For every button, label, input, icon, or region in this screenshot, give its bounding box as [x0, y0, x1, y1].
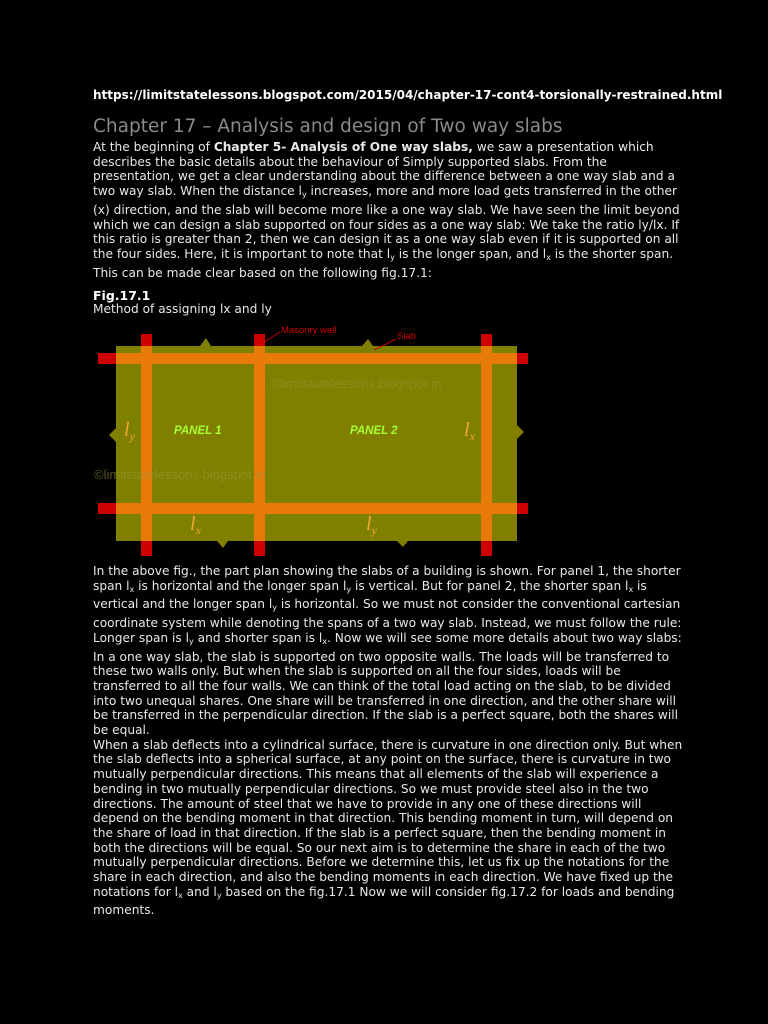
body-text: In the above fig., the part plan showing the slabs of a building is shown. For panel 1, the shorter span l	[93, 564, 681, 593]
wall-bottom	[116, 503, 517, 514]
break-mark	[200, 338, 211, 346]
subscript: y	[346, 584, 352, 594]
intro-text-2: we saw a presentation which describes the basic details about the behaviour of Simply supported slabs. From the presentation, we get a clear understanding about the difference between a one way slab and a two way slab. When the distance l	[93, 140, 675, 199]
body-text: . Now we will see some more details about two way slabs:	[327, 630, 682, 645]
subscript: x	[178, 890, 183, 900]
watermark: ©limitstatelessons.blogspot.in	[270, 376, 442, 391]
one-way-two-way-paragraph: In a one way slab, the slab is supported on two opposite walls. The loads will be transferred to these two walls only. But when the slab is supported on all the four sides, loads will be transferred to all the four walls. We can think of the total load acting on the slab, to be divided into two unequal shares. One share will be transferred in one direction, and the other share will be transferred in the perpendicular direction. If the slab is a perfect square, both the shares will be equal.	[93, 649, 679, 738]
body-text: and l	[182, 884, 217, 899]
intro-text-5: is the shorter span. This can be made clear based on the following fig.17.1:	[93, 246, 674, 280]
subscript: y	[189, 636, 194, 646]
slab-label: Slab	[397, 331, 417, 342]
figure-label: Fig.17.1	[93, 288, 151, 303]
wall-middle	[254, 346, 265, 541]
page-title: Chapter 17 – Analysis and design of Two way slabs	[93, 116, 563, 137]
break-mark	[217, 541, 228, 548]
subscript: y	[216, 890, 222, 900]
break-mark	[109, 428, 116, 442]
wall-left	[141, 346, 152, 541]
panel-2-label: PANEL 2	[350, 425, 398, 437]
body-text: is horizontal and the longer span l	[134, 578, 347, 593]
span-lx-panel1: $l_x$	[190, 513, 201, 537]
span-lx-panel2: $l_x$	[464, 419, 475, 443]
source-url[interactable]: https://limitstatelessons.blogspot.com/2015/04/chapter-17-cont4-torsionally-restrained.html	[93, 88, 723, 102]
span-ly-panel2: $l_y$	[366, 513, 377, 537]
subscript: x	[546, 252, 551, 262]
intro-text-4: is the longer span, and l	[394, 246, 547, 261]
slab-plan-diagram	[92, 320, 532, 560]
leader-line	[264, 332, 280, 342]
masonry-wall-label: Masonry wall	[281, 325, 337, 336]
subscript: y	[272, 603, 277, 613]
body-text: based on the fig.17.1 Now we will consider fig.17.2 for loads and bending moments.	[93, 884, 675, 918]
break-mark	[362, 339, 373, 346]
break-mark	[397, 541, 408, 547]
body-text: is vertical and the longer span l	[93, 578, 647, 612]
body-text: and shorter span is l	[193, 630, 323, 645]
span-ly-panel1: $l_y$	[124, 419, 135, 443]
subscript: y	[390, 252, 395, 262]
body-text: is horizontal. So we must not consider the conventional cartesian coordinate system while denoting the spans of a two way slab. Instead, we must follow the rule: Longer span is l	[93, 597, 682, 645]
subscript: x	[129, 584, 135, 594]
intro-text-1: At the beginning of	[93, 140, 214, 154]
subscript: y	[301, 190, 307, 200]
subscript: x	[322, 636, 328, 646]
subscript: x	[628, 584, 634, 594]
body-text: is vertical. But for panel 2, the shorter span l	[351, 578, 629, 593]
body-paragraphs	[93, 564, 683, 918]
deflection-paragraph: When a slab deflects into a cylindrical surface, there is curvature in one direction only. But when the slab deflects into a spherical surface, at any point on the surface, there is curvature in two mutually perpendicular directions. This means that all elements of the slab will experience a bending in two mutually perpendicular directions. So we must provide steel also in the two directions. The amount of steel that we have to provide in any one of these directions will depend on the bending moment in that direction. This bending moment in turn, will depend on the share of load in that direction. If the slab is a perfect square, then the bending moment in both the directions will be equal. So our next aim is to determine the share in each of the two mutually perpendicular directions. Before we determine this, let us fix up the notations for the share in each direction, and also the bending moments in each direction. We have fixed up the notations for l	[93, 737, 683, 899]
intro-text-3: increases, more and more load gets transferred in the other (x) direction, and the slab will become more like a one way slab. We have seen the limit beyond which we can design a slab supported on four sides as a one way slab: We take the ratio ly/lx. If this ratio is greater than 2, then we can design it as a one way slab even if it is supported on all the four sides. Here, it is important to note that l	[93, 184, 680, 261]
intro-paragraph	[93, 140, 683, 280]
watermark: ©limitstatelessons.blogspot.in	[94, 467, 266, 482]
break-mark	[517, 425, 524, 439]
figure-caption: Method of assigning lx and ly	[93, 302, 272, 316]
wall-right	[481, 346, 492, 541]
chapter5-reference: Chapter 5- Analysis of One way slabs,	[213, 140, 473, 154]
wall-top	[116, 353, 517, 364]
panel-1-label: PANEL 1	[174, 425, 222, 437]
